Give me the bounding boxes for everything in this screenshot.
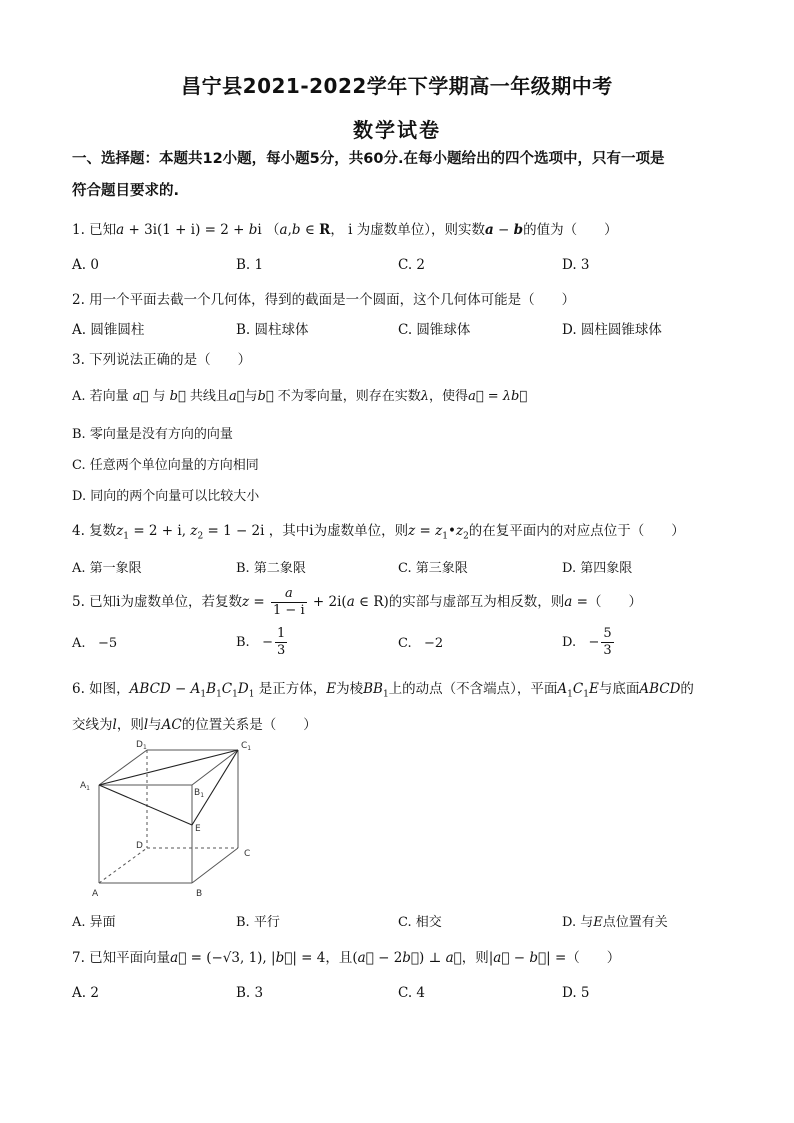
label-a: A: [92, 889, 99, 899]
q1-option-d[interactable]: D. 3: [562, 257, 590, 273]
q7-option-d[interactable]: D. 5: [562, 985, 590, 1001]
q5-option-a[interactable]: A. −5: [72, 636, 118, 651]
label-d: D: [136, 841, 143, 851]
cube-figure: [80, 738, 280, 904]
q6-option-a[interactable]: A. 异面: [72, 915, 116, 930]
q2-option-a[interactable]: A. 圆锥圆柱: [72, 322, 145, 338]
q5-option-b[interactable]: B. − $\frac{1}{3}$: [236, 626, 286, 658]
edge-a1-d1: [99, 750, 147, 785]
page-title: 昌宁县2021-2022学年下学期高一年级期中考: [181, 74, 613, 98]
q2-option-c[interactable]: C. 圆锥球体: [398, 322, 471, 338]
question-1: 1. 已知a + 3i(1 + i) = 2 + bi （a,b ∈ R， i 为虚数单位），则实数a − b的值为（ ）: [72, 222, 618, 238]
question-2: 2. 用一个平面去截一个几何体，得到的截面是一个圆面，这个几何体可能是（ ）: [72, 292, 576, 308]
section-heading-line2: 符合题目要求的.: [72, 183, 180, 199]
page-subtitle: 数学试卷: [353, 118, 441, 142]
question-6-line1: 6. 如图，ABCD − $A_1B_1C_1D_1$ 是正方体，E为棱$BB_1$上的动点（不含端点），平面$A_1C_1E$与底面ABCD的: [72, 681, 694, 700]
label-a1: $A_1$: [80, 781, 90, 792]
q1-option-c[interactable]: C. 2: [398, 257, 426, 273]
q5-option-c[interactable]: C. −2: [398, 636, 444, 651]
q1-option-b[interactable]: B. 1: [236, 257, 264, 273]
q7-option-b[interactable]: B. 3: [236, 985, 264, 1001]
q3-option-a[interactable]: A. 若向量 a⃗ 与 b⃗ 共线且a⃗与b⃗ 不为零向量，则存在实数λ，使得a⃗ = λb⃗: [72, 389, 528, 404]
q4-option-a[interactable]: A. 第一象限: [72, 561, 142, 576]
q7-option-c[interactable]: C. 4: [398, 985, 426, 1001]
label-e: E: [195, 824, 201, 834]
q3-option-c[interactable]: C. 任意两个单位向量的方向相同: [72, 458, 259, 473]
q6-option-c[interactable]: C. 相交: [398, 915, 442, 930]
q2-option-d[interactable]: D. 圆柱圆锥球体: [562, 322, 662, 338]
q4-option-d[interactable]: D. 第四象限: [562, 561, 633, 576]
label-d1: $D_1$: [136, 740, 147, 751]
q2-option-b[interactable]: B. 圆柱球体: [236, 322, 309, 338]
q4-option-c[interactable]: C. 第三象限: [398, 561, 468, 576]
q3-option-b[interactable]: B. 零向量是没有方向的向量: [72, 427, 233, 442]
question-5: 5. 已知i为虚数单位，若复数z = $\frac{a}{1 - i}$ + 2i(a ∈ R)的实部与虚部互为相反数，则a =（ ）: [72, 586, 642, 618]
hidden-edge-a-d: [99, 848, 147, 883]
segment-a1-c1: [99, 750, 238, 785]
question-3: 3. 下列说法正确的是（ ）: [72, 352, 252, 368]
q5-option-d[interactable]: D. − $\frac{5}{3}$: [562, 626, 612, 658]
q6-option-d[interactable]: D. 与E点位置有关: [562, 915, 668, 930]
q3-option-d[interactable]: D. 同向的两个向量可以比较大小: [72, 489, 260, 504]
edge-b-c: [192, 848, 238, 883]
q7-option-a[interactable]: A. 2: [72, 985, 99, 1001]
question-6-line2: 交线为l，则l与AC的位置关系是（ ）: [72, 717, 317, 733]
q1-option-a[interactable]: A. 0: [72, 257, 99, 273]
question-4: 4. 复数$z_1 = 2 + i$, $z_2 = 1 - 2i$ ，其中i为虚数单位，则$z = z_1•z_2$的在复平面内的对应点位于（ ）: [72, 523, 685, 542]
label-c: C: [244, 849, 251, 859]
label-b1: $B_1$: [194, 788, 205, 799]
question-7: 7. 已知平面向量a⃗ = (−√3, 1), |b⃗| = 4，且(a⃗ − 2b⃗) ⊥ a⃗，则|a⃗ − b⃗| =（ ）: [72, 950, 621, 966]
segment-a1-e: [99, 785, 192, 825]
label-b: B: [196, 889, 203, 899]
label-c1: $C_1$: [241, 741, 252, 752]
q4-option-b[interactable]: B. 第二象限: [236, 561, 306, 576]
section-heading-line1: 一、选择题：本题共12小题，每小题5分，共60分.在每小题给出的四个选项中，只有一项是: [72, 151, 665, 167]
q6-option-b[interactable]: B. 平行: [236, 915, 280, 930]
